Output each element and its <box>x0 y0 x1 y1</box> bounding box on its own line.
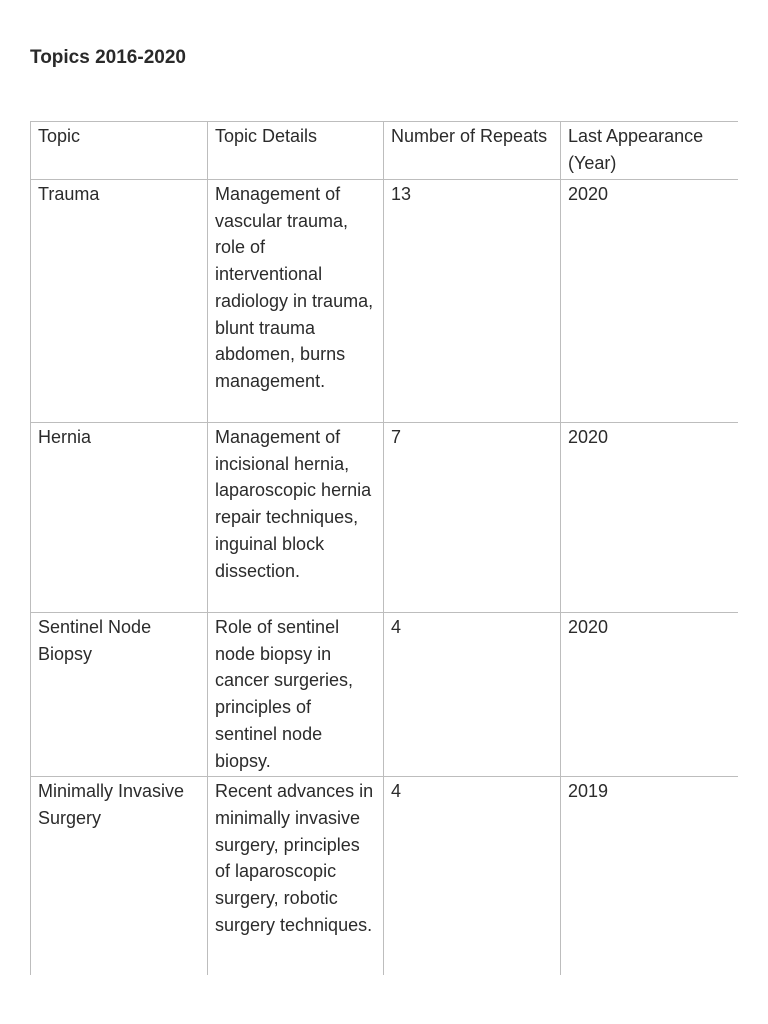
header-last-appearance: Last Appearance (Year) <box>561 122 739 180</box>
cell-year: 2020 <box>561 613 739 777</box>
cell-repeats: 13 <box>384 180 561 423</box>
cell-repeats: 4 <box>384 613 561 777</box>
cell-year: 2020 <box>561 180 739 423</box>
topics-table <box>30 121 738 975</box>
cell-topic: Sentinel Node Biopsy <box>31 613 208 777</box>
header-topic-details: Topic Details <box>208 122 384 180</box>
header-topic: Topic <box>31 122 208 180</box>
page-title: Topics 2016-2020 <box>30 47 186 68</box>
table-row <box>31 777 739 975</box>
table-row <box>31 180 739 423</box>
cell-topic-details: Recent advances in minimally invasive surgery, principles of laparoscopic surgery, robotic surgery techniques. <box>208 777 384 975</box>
cell-topic: Minimally Invasive Surgery <box>31 777 208 975</box>
cell-topic-details: Management of incisional hernia, laparoscopic hernia repair techniques, inguinal block dissection. <box>208 423 384 613</box>
cell-topic: Hernia <box>31 423 208 613</box>
cell-repeats: 4 <box>384 777 561 975</box>
cell-topic: Trauma <box>31 180 208 423</box>
cell-repeats: 7 <box>384 423 561 613</box>
cell-year: 2019 <box>561 777 739 975</box>
topics-table-container <box>30 121 738 975</box>
header-number-of-repeats: Number of Repeats <box>384 122 561 180</box>
table-header-row <box>31 122 739 180</box>
cell-year: 2020 <box>561 423 739 613</box>
table-row <box>31 613 739 777</box>
table-row <box>31 423 739 613</box>
cell-topic-details: Role of sentinel node biopsy in cancer surgeries, principles of sentinel node biopsy. <box>208 613 384 777</box>
cell-topic-details: Management of vascular trauma, role of interventional radiology in trauma, blunt trauma abdomen, burns management. <box>208 180 384 423</box>
